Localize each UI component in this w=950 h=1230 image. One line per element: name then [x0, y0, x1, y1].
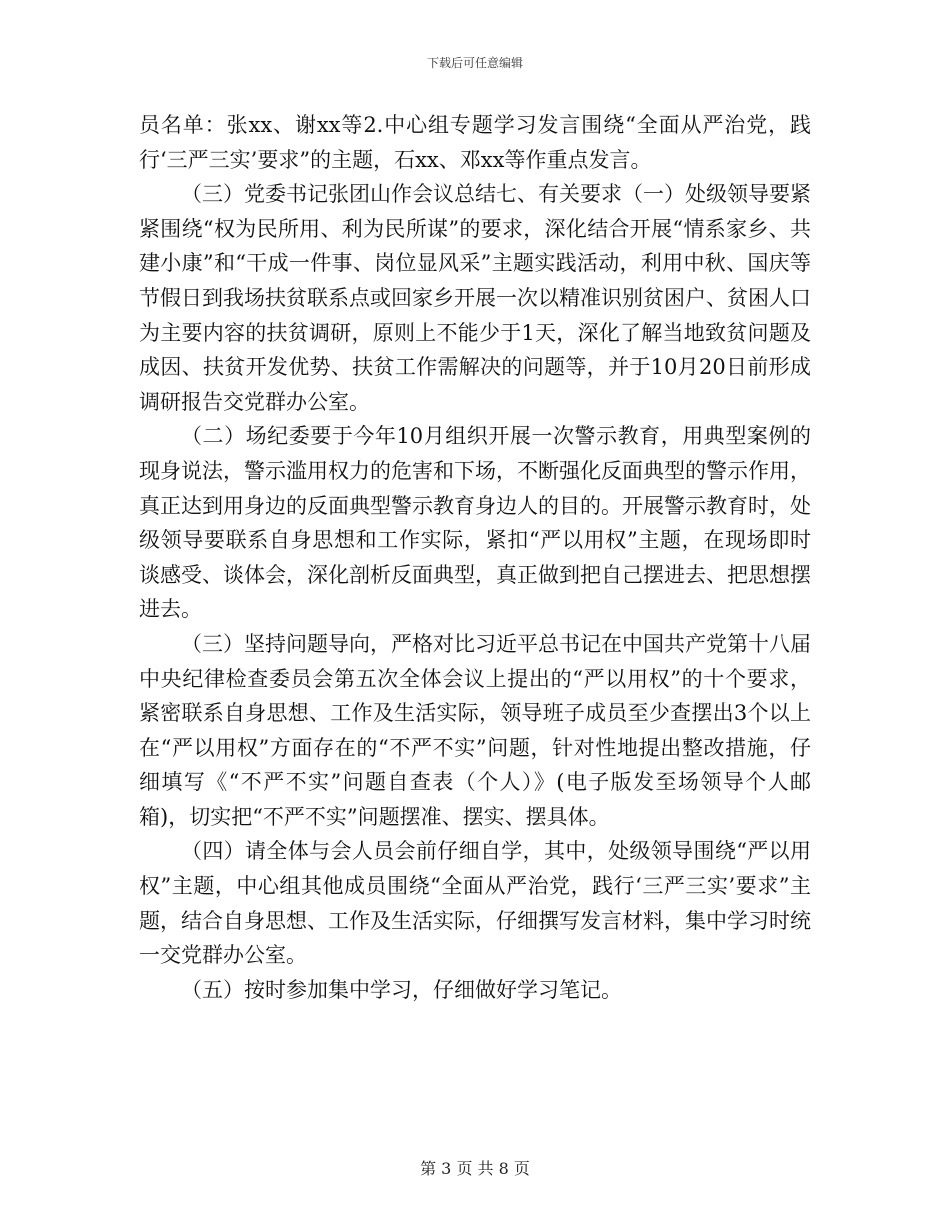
paragraph-self-study: （四）请全体与会人员会前仔细自学，其中，处级领导围绕“严以用权”主题，中心组其他成员围绕“全面从严治党，践行‘三严三实’要求”主题，结合自身思想、工作及生活实际，仔细撰写发言材料，集中学习时统一交党群办公室。: [139, 839, 811, 968]
paragraph-attendance: （五）按时参加集中学习，仔细做好学习笔记。: [181, 977, 622, 1002]
paragraph-warning-education: （二）场纪委要于今年10月组织开展一次警示教育，用典型案例的现身说法，警示滥用权力的危害和下场，不断强化反面典型的警示作用，真正达到用身边的反面典型警示教育身边人的目的。开展警示教育时，处级领导要联系自身思想和工作实际，紧扣“严以用权”主题，在现场即时谈感受、谈体会，深化剖析反面典型，真正做到把自己摆进去、把思想摆进去。: [139, 424, 811, 622]
document-body: [139, 108, 811, 1007]
page-number: 第 3 页 共 8 页: [420, 1159, 530, 1178]
paragraph-problem-orientation: （三）坚持问题导向，严格对比习近平总书记在中国共产党第十八届中央纪律检查委员会第五次全体会议上提出的“严以用权”的十个要求，紧密联系自身思想、工作及生活实际，领导班子成员至少查摆出3个以上在“严以用权”方面存在的“不严不实”问题，针对性地提出整改措施，仔细填写《“不严不实”问题自查表（个人）》(电子版发至场领导个人邮箱)，切实把“不严不实”问题摆准、摆实、摆具体。: [139, 631, 811, 829]
paragraph-summary-and-requirements: （三）党委书记张团山作会议总结七、有关要求（一）处级领导要紧紧围绕“权为民所用、利为民所谋”的要求，深化结合开展“情系家乡、共建小康”和“干成一件事、岗位显风采”主题实践活动，利用中秋、国庆等节假日到我场扶贫联系点或回家乡开展一次以精准识别贫困户、贫困人口为主要内容的扶贫调研，原则上不能少于1天，深化了解当地致贫问题及成因、扶贫开发优势、扶贫工作需解决的问题等，并于10月20日前形成调研报告交党群办公室。: [139, 182, 811, 414]
page-header-note: 下载后可任意编辑: [426, 56, 523, 70]
paragraph-continuation: 员名单：张xx、谢xx等2.中心组专题学习发言围绕“全面从严治党，践行‘三严三实’要求”的主题，石xx、邓xx等作重点发言。: [139, 113, 811, 172]
